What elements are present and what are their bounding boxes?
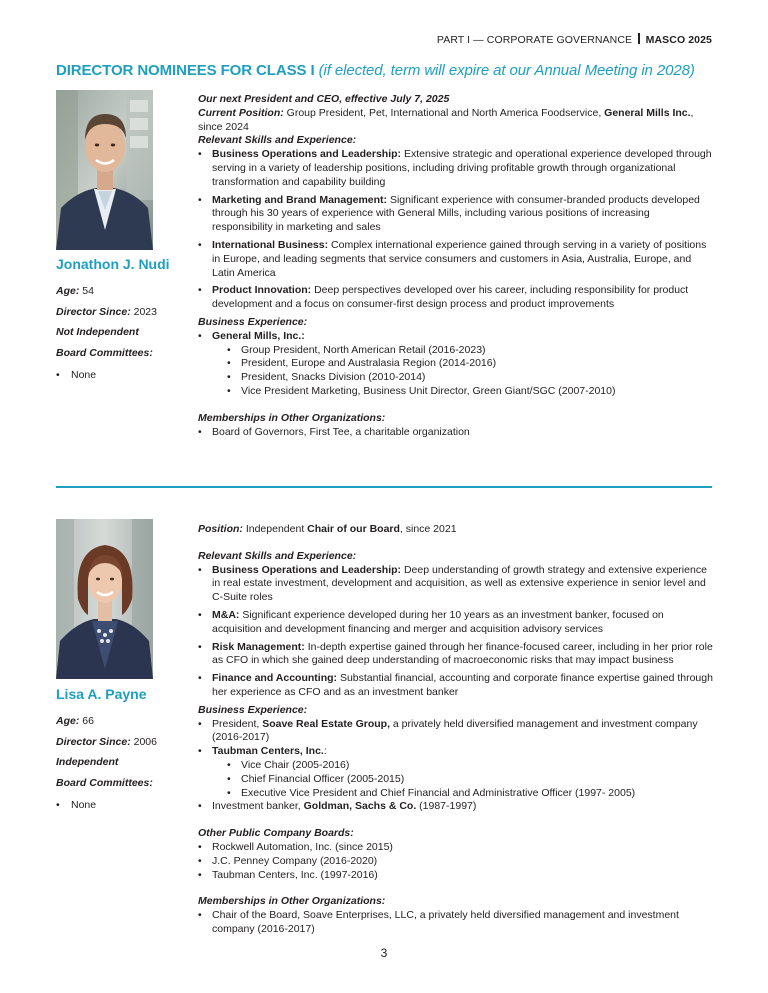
age-value: 66 bbox=[82, 715, 94, 727]
business-experience-label: Business Experience: bbox=[198, 315, 308, 328]
nominee-name: Lisa A. Payne bbox=[56, 686, 147, 702]
skill-title: Business Operations and Leadership: bbox=[212, 563, 402, 576]
list-item: • Group President, North American Retail (2016-2023) bbox=[212, 344, 713, 358]
skill-text: Complex international experience gained through serving in a variety of positions in Europe, and leading segments that service consumers and customers in Asia, Australia, Europe, and Latin America bbox=[212, 238, 707, 279]
skills-label: Relevant Skills and Experience: bbox=[198, 549, 357, 562]
current-position bbox=[198, 523, 713, 537]
business-experience-label: Business Experience: bbox=[198, 703, 308, 716]
list-item bbox=[198, 284, 713, 312]
director-since-label: Director Since: bbox=[56, 305, 131, 318]
skills-label: Relevant Skills and Experience: bbox=[198, 134, 357, 147]
list-item bbox=[198, 148, 713, 189]
committees-label: Board Committees: bbox=[56, 776, 153, 789]
age-label: Age: bbox=[56, 285, 80, 297]
page-number: 3 bbox=[380, 946, 388, 960]
nominee-photo-nudi bbox=[56, 90, 153, 250]
age-row bbox=[56, 715, 186, 728]
section-divider bbox=[56, 486, 712, 488]
employer-name: Goldman, Sachs & Co. bbox=[303, 800, 417, 813]
memberships-label: Memberships in Other Organizations: bbox=[198, 411, 386, 424]
nominee-details bbox=[198, 523, 713, 937]
list-item bbox=[198, 672, 713, 700]
role-list bbox=[212, 344, 713, 399]
list-item: • President, Snacks Division (2010-2014) bbox=[212, 371, 713, 385]
list-item: • President, Europe and Australasia Region (2014-2016) bbox=[212, 357, 713, 371]
role-text: a privately held diversified management and investment company (2016-2017) bbox=[212, 717, 698, 744]
skill-title: M&A: bbox=[212, 608, 240, 621]
memberships-label: Memberships in Other Organizations: bbox=[198, 895, 386, 908]
nominee-photo-payne bbox=[56, 519, 153, 679]
skills-list bbox=[198, 564, 713, 700]
list-item bbox=[198, 718, 713, 746]
independence-status: Independent bbox=[56, 756, 119, 768]
business-experience-list bbox=[198, 330, 713, 399]
skill-text: Significant experience developed during her 10 years as an investment banker, focused on acquisition and development financing and merger and acquisition advisory services bbox=[212, 608, 664, 635]
independence-status: Not Independent bbox=[56, 326, 139, 338]
nominee-name: Jonathon J. Nudi bbox=[56, 256, 170, 272]
skill-title: Business Operations and Leadership: bbox=[212, 148, 402, 161]
role-text: (1987-1997) bbox=[416, 800, 477, 813]
role-text: Investment banker, bbox=[212, 800, 304, 813]
skill-title: International Business: bbox=[212, 238, 329, 251]
page-title bbox=[56, 62, 695, 79]
skill-title: Risk Management: bbox=[212, 640, 305, 653]
position-label: Current Position: bbox=[198, 106, 284, 119]
director-since-value: 2023 bbox=[133, 305, 157, 318]
memberships-list bbox=[198, 426, 713, 440]
list-item bbox=[198, 194, 713, 235]
skill-text: In-depth expertise gained through her finance-focused career, including in her prior role as CFO in which she gained deep understanding of macroeconomic risks that may impact business bbox=[212, 640, 713, 667]
employer-name: Taubman Centers, Inc. bbox=[212, 745, 324, 758]
title-main: DIRECTOR NOMINEES FOR CLASS I bbox=[56, 62, 315, 79]
skill-text: Deep understanding of growth strategy and extensive experience in real estate investment, development and acquisition, as well as extensive experience in senior level and C-Suite roles bbox=[212, 563, 707, 604]
current-position bbox=[198, 107, 713, 135]
skill-text: Deep perspectives developed over his career, including responsibility for product development and a focus on consumer-first design process and product improvements bbox=[212, 284, 689, 311]
header-section: PART I — CORPORATE GOVERNANCE bbox=[436, 34, 633, 46]
list-item bbox=[198, 609, 713, 637]
skill-title: Product Innovation: bbox=[212, 284, 312, 297]
title-sub: (if elected, term will expire at our Annual Meeting in 2028) bbox=[318, 62, 695, 79]
age-row bbox=[56, 285, 186, 298]
skills-list bbox=[198, 148, 713, 312]
age-value: 54 bbox=[82, 285, 94, 297]
position-role: Chair of our Board bbox=[307, 523, 400, 535]
role-list bbox=[212, 759, 713, 800]
position-since: , since 2024 bbox=[198, 106, 694, 133]
position-text: Independent bbox=[242, 523, 308, 535]
role-text: President, bbox=[212, 717, 263, 730]
list-item: • Chief Financial Officer (2005-2015) bbox=[212, 773, 713, 787]
employer-name: Soave Real Estate Group, bbox=[262, 717, 390, 730]
other-boards-label: Other Public Company Boards: bbox=[198, 827, 354, 840]
business-experience-list bbox=[198, 718, 713, 815]
director-since-label: Director Since: bbox=[56, 735, 131, 748]
list-item: • Rockwell Automation, Inc. (since 2015) bbox=[198, 841, 713, 855]
age-label: Age: bbox=[56, 715, 80, 727]
skill-title: Marketing and Brand Management: bbox=[212, 193, 388, 206]
memberships-list bbox=[198, 909, 713, 937]
running-header bbox=[437, 33, 712, 46]
nominee-sidebar bbox=[56, 285, 186, 389]
skill-text: Substantial financial, accounting and corporate finance expertise gained through her experience as CFO and as an investment banker bbox=[212, 672, 713, 698]
position-text: Group President, Pet, International and North America Foodservice, bbox=[283, 106, 605, 119]
list-item: • J.C. Penney Company (2016-2020) bbox=[198, 855, 713, 869]
header-brand: MASCO 2025 bbox=[645, 34, 712, 46]
list-item bbox=[198, 745, 713, 800]
position-since: , since 2021 bbox=[399, 523, 457, 535]
list-item bbox=[198, 239, 713, 280]
skill-title: Finance and Accounting: bbox=[212, 672, 338, 685]
punctuation: : bbox=[323, 745, 327, 758]
list-item bbox=[198, 800, 713, 814]
list-item bbox=[198, 330, 713, 399]
nominee-sidebar bbox=[56, 715, 186, 819]
list-item: • Vice President Marketing, Business Unit Director, Green Giant/SGC (2007-2010) bbox=[212, 385, 713, 399]
headline: Our next President and CEO, effective July 7, 2025 bbox=[198, 93, 450, 105]
list-item: • Vice Chair (2005-2016) bbox=[212, 759, 713, 773]
director-since-row bbox=[56, 306, 186, 319]
skill-text: Significant experience with consumer-branded products developed through his 30 years of experience with General Mills, including various positions of increasing responsibility in marketing and sales bbox=[212, 193, 700, 234]
list-item: • Chair of the Board, Soave Enterprises, LLC, a privately held diversified management and investment company (2016-2017) bbox=[198, 909, 713, 937]
skill-text: Extensive strategic and operational experience developed through serving in a variety of leadership positions, including driving profitable growth through organizational transformation and capability building bbox=[212, 148, 712, 188]
nominee-details bbox=[198, 93, 713, 439]
list-item: • Taubman Centers, Inc. (1997-2016) bbox=[198, 869, 713, 883]
employer-name: General Mills, Inc.: bbox=[212, 329, 305, 342]
header-divider bbox=[638, 33, 640, 44]
list-item bbox=[198, 641, 713, 669]
list-item: • Executive Vice President and Chief Financial and Administrative Officer (1997- 2005) bbox=[212, 787, 713, 801]
director-since-value: 2006 bbox=[133, 735, 157, 748]
list-item bbox=[198, 564, 713, 605]
director-since-row bbox=[56, 736, 186, 749]
committees-label: Board Committees: bbox=[56, 346, 153, 359]
committee-item: • None bbox=[56, 799, 186, 812]
position-label: Position: bbox=[198, 523, 243, 535]
position-org: General Mills Inc. bbox=[604, 106, 691, 119]
list-item: • Board of Governors, First Tee, a charitable organization bbox=[198, 426, 713, 440]
committee-item: • None bbox=[56, 369, 186, 382]
other-boards-list bbox=[198, 841, 713, 882]
